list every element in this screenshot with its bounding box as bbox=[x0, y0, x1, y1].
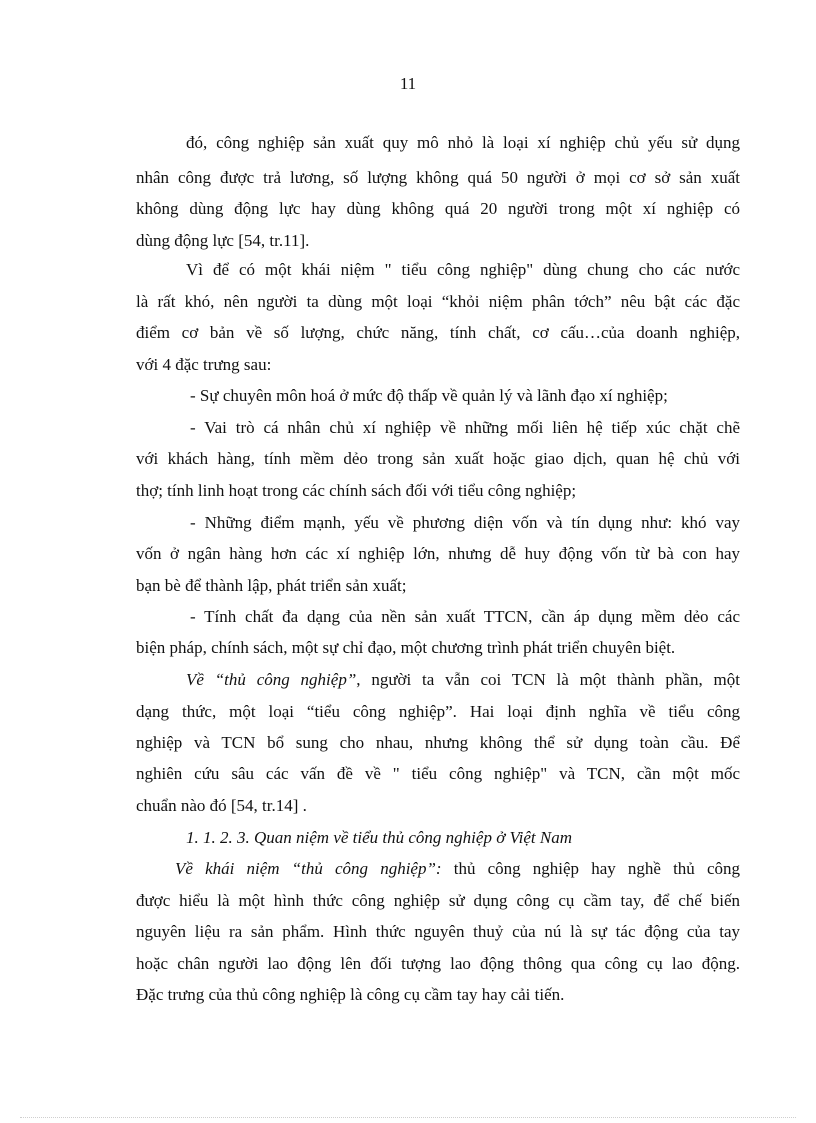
paragraph-line: nhân công được trả lương, số lượng không quá 50 người ở mọi cơ sở sản xuất bbox=[136, 168, 740, 187]
paragraph-line: đó, công nghiệp sản xuất quy mô nhỏ là loại xí nghiệp chủ yếu sử dụng bbox=[186, 133, 740, 152]
paragraph-line: Đặc trưng của thủ công nghiệp là công cụ cầm tay hay cải tiến. bbox=[136, 985, 565, 1004]
paragraph-line: nghiên cứu sâu các vấn đề về " tiểu công nghiệp" và TCN, cần một mốc bbox=[136, 764, 740, 783]
bullet-line: - Vai trò cá nhân chủ xí nghiệp về những mối liên hệ tiếp xúc chặt chẽ bbox=[190, 418, 740, 437]
paragraph-line: chuẩn nào đó [54, tr.14] . bbox=[136, 796, 307, 815]
paragraph-line: dạng thức, một loại “tiểu công nghiệp”. Hai loại định nghĩa về tiểu công bbox=[136, 702, 740, 721]
paragraph-line: điểm cơ bản về số lượng, chức năng, tính chất, cơ cấu…của doanh nghiệp, bbox=[136, 323, 740, 342]
paragraph-line: nguyên liệu ra sản phẩm. Hình thức nguyên thuỷ của nú là sự tác động của tay bbox=[136, 922, 740, 941]
paragraph-text: , người ta vẫn coi TCN là một thành phần, một bbox=[356, 670, 740, 689]
paragraph-line: dùng động lực [54, tr.11]. bbox=[136, 231, 310, 250]
paragraph-line: được hiểu là một hình thức công nghiệp sử dụng công cụ cầm tay, để chế biến bbox=[136, 891, 740, 910]
section-heading: 1. 1. 2. 3. Quan niệm về tiểu thủ công nghiệp ở Việt Nam bbox=[186, 828, 572, 847]
paragraph-line: với 4 đặc trưng sau: bbox=[136, 355, 272, 374]
bullet-line: bạn bè để thành lập, phát triển sản xuất; bbox=[136, 576, 407, 595]
bullet-line: thợ; tính linh hoạt trong các chính sách đối với tiểu công nghiệp; bbox=[136, 481, 577, 500]
bullet-line: - Những điểm mạnh, yếu về phương diện vốn và tín dụng như: khó vay bbox=[190, 513, 740, 532]
bullet-line: - Tính chất đa dạng của nền sản xuất TTCN, cần áp dụng mềm dẻo các bbox=[190, 607, 740, 626]
italic-term: Về “thủ công nghiệp” bbox=[186, 670, 357, 689]
bullet-line: - Sự chuyên môn hoá ở mức độ thấp về quản lý và lãnh đạo xí nghiệp; bbox=[190, 386, 668, 405]
page-number: 11 bbox=[399, 74, 417, 93]
paragraph-line: là rất khó, nên người ta dùng một loại “khỏi niệm phân tớch” nêu bật các đặc bbox=[136, 292, 740, 311]
paragraph-line: hoặc chân người lao động lên đối tượng lao động thông qua công cụ lao động. bbox=[136, 954, 740, 973]
bullet-line: vốn ở ngân hàng hơn các xí nghiệp lớn, nhưng dễ huy động vốn từ bà con hay bbox=[136, 544, 740, 563]
paragraph-line: nghiệp và TCN bổ sung cho nhau, nhưng không thể sử dụng toàn cầu. Để bbox=[136, 733, 740, 752]
paragraph-line bbox=[186, 670, 740, 690]
bullet-line: biện pháp, chính sách, một sự chỉ đạo, một chương trình phát triển chuyên biệt. bbox=[136, 638, 676, 657]
page-divider bbox=[20, 1117, 796, 1118]
italic-term: Về khái niệm “thủ công nghiệp”: bbox=[175, 859, 442, 878]
bullet-line: với khách hàng, tính mềm dẻo trong sản xuất hoặc giao dịch, quan hệ chủ với bbox=[136, 449, 740, 468]
paragraph-line: Vì để có một khái niệm " tiểu công nghiệp" dùng chung cho các nước bbox=[186, 260, 740, 279]
paragraph-line: không dùng động lực hay dùng không quá 20 người trong một xí nghiệp có bbox=[136, 199, 740, 218]
paragraph-line bbox=[175, 859, 740, 879]
paragraph-text: thủ công nghiệp hay nghề thủ công bbox=[441, 859, 740, 878]
